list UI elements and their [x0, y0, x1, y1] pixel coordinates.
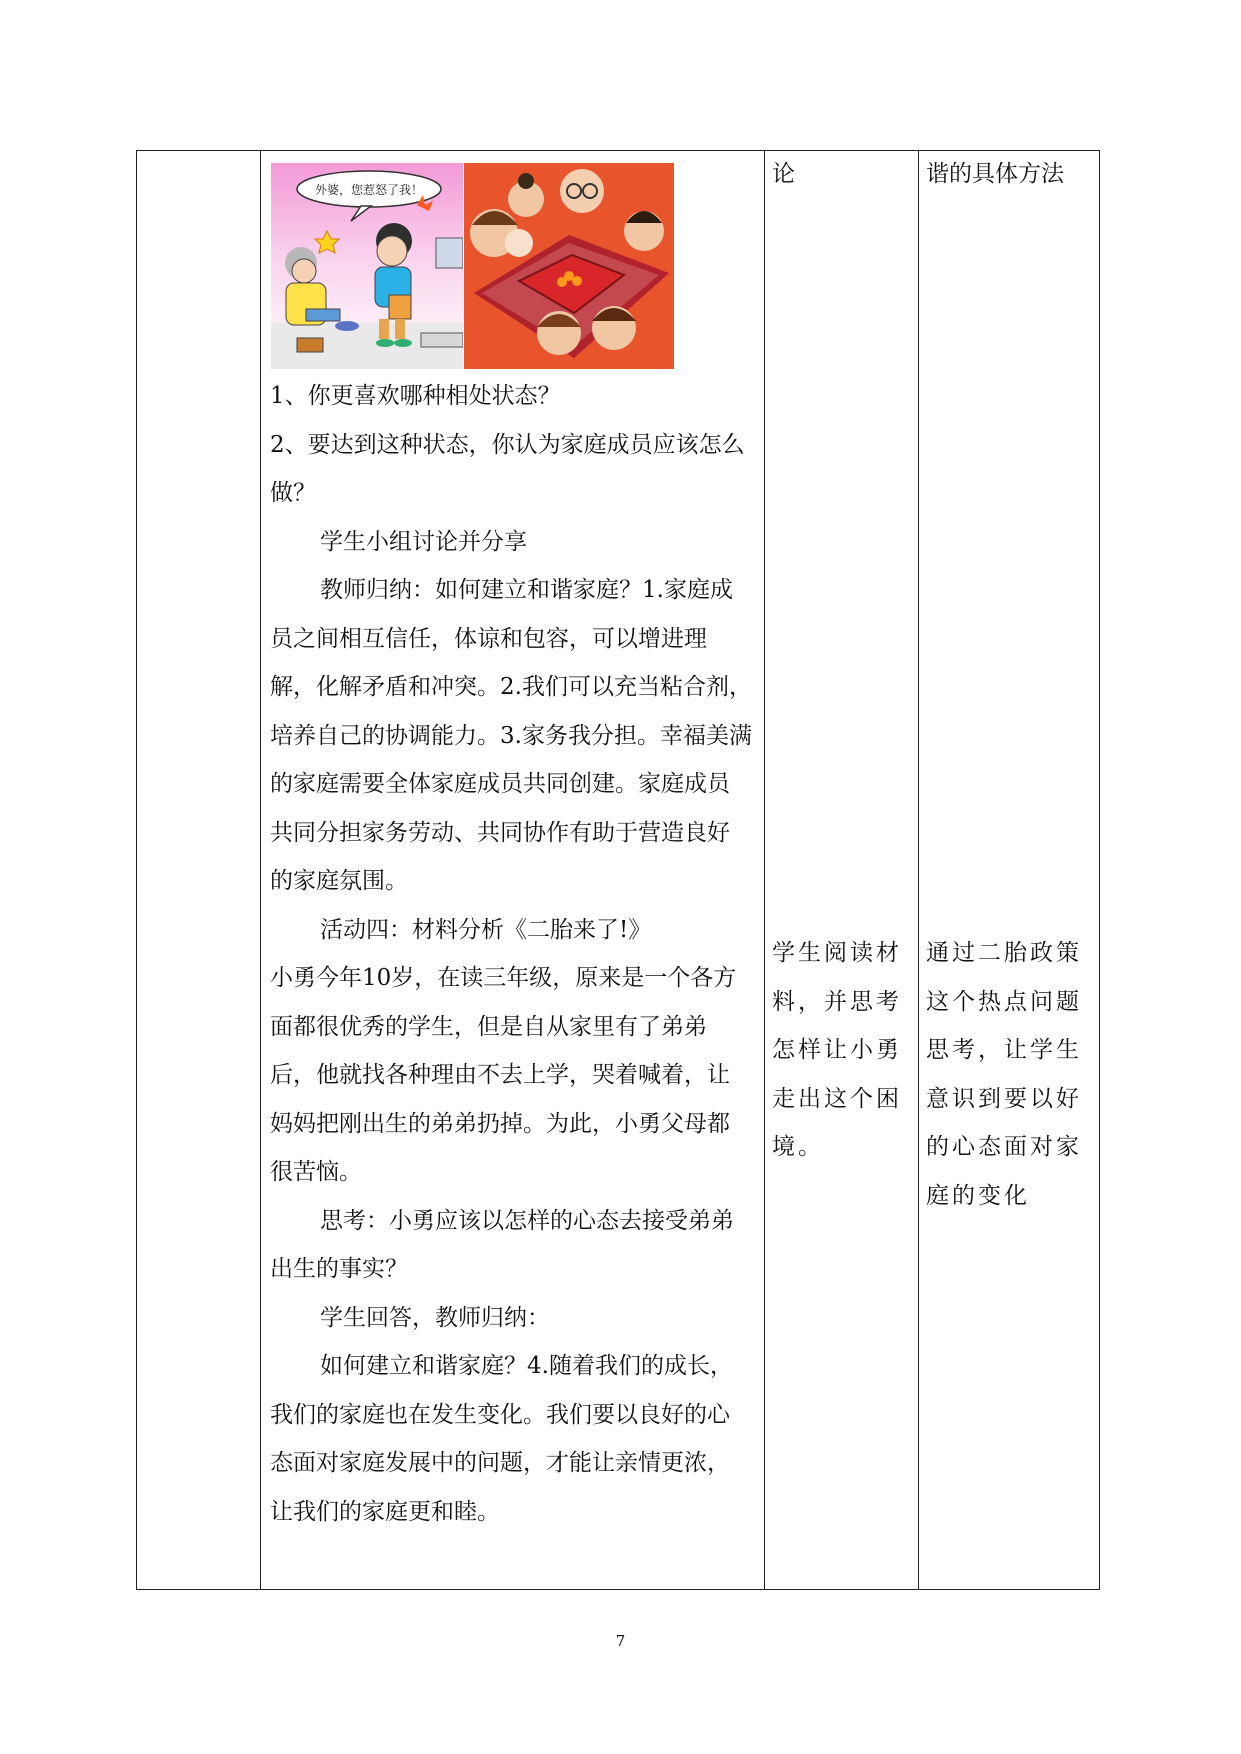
question-2: 2、要达到这种状态，你认为家庭成员应该怎么做？ — [270, 431, 745, 506]
question-1: 1、你更喜欢哪种相处状态？ — [270, 383, 561, 409]
think-question: 思考：小勇应该以怎样的心态去接受弟弟出生的事实？ — [270, 1207, 734, 1282]
student-answer: 学生回答，教师归纳： — [320, 1304, 550, 1331]
content-column — [270, 372, 752, 1536]
column-divider — [918, 150, 919, 1590]
harmonious-family-photo — [464, 163, 674, 369]
student-activity-text: 学生阅读材料，并思考怎样让小勇走出这个困境。 — [772, 940, 902, 1160]
activity-4-title: 活动四：材料分析《二胎来了!》 — [320, 916, 652, 943]
material-story: 小勇今年10岁，在读三年级，原来是一个各方面都很优秀的学生，但是自从家里有了弟弟后，他就找各种理由不去上学，哭着喊着，让妈妈把刚出生的弟弟扔掉。为此，小勇父母都很苦恼。 — [270, 965, 737, 1185]
teacher-summary-1: 教师归纳：如何建立和谐家庭？1.家庭成员之间相互信任，体谅和包容，可以增进理解，化解矛盾和冲突。2.我们可以充当粘合剂，培养自己的协调能力。3.家务我分担。幸福美满的家庭需要全体家庭成员共同创建。家庭成员共同分担家务劳动、共同协作有助于营造良好的家庭氛围。 — [270, 577, 752, 894]
intent-activity-text: 通过二胎政策这个热点问题思考，让学生意识到要以好的心态面对家庭的变化 — [926, 940, 1082, 1209]
group-discussion: 学生小组讨论并分享 — [320, 528, 527, 555]
student-top-text: 论 — [772, 161, 795, 187]
page-number: 7 — [615, 1632, 626, 1650]
family-conflict-cartoon — [271, 163, 463, 369]
column-divider — [764, 150, 765, 1590]
column-divider — [260, 150, 261, 1590]
teacher-summary-2: 如何建立和谐家庭？4.随着我们的成长，我们的家庭也在发生变化。我们要以良好的心态面对家庭发展中的问题，才能让亲情更浓，让我们的家庭更和睦。 — [270, 1353, 733, 1525]
svg-text:外婆，您惹怒了我！: 外婆，您惹怒了我！ — [314, 183, 424, 197]
intent-top-text: 谐的具体方法 — [926, 161, 1064, 187]
